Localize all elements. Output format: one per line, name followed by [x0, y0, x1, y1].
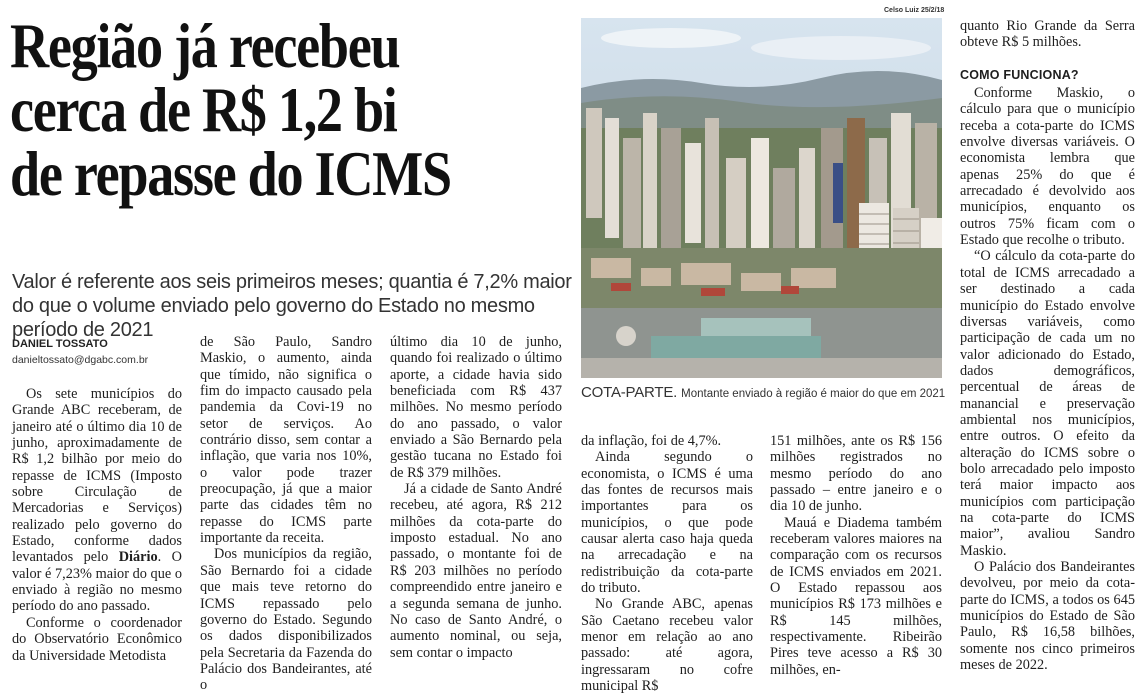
paragraph: último dia 10 de junho, quando foi realizado o último aporte, a cidade havia sido beneficiada com R$ 437 milhões. No mesmo período do ano passado, o valor enviado a São Bernardo pela gestão tucana no Estado foi de R$ 379 milhões.: [390, 334, 562, 481]
photo-caption: [581, 384, 946, 401]
newspaper-name: Diário: [118, 549, 158, 566]
byline-email: danieltossato@dgabc.com.br: [12, 354, 149, 366]
headline-line-2: cerca de R$ 1,2 bi: [10, 75, 397, 145]
article-column-2: [200, 334, 372, 694]
paragraph: Conforme o coordenador do Observatório Econômico da Universidade Metodista: [12, 614, 182, 664]
paragraph: de São Paulo, Sandro Maskio, o aumento, ainda que tímido, não significa o fim do impacto causado pela pandemia da Covi-19 no setor de serviços. Ao contrário disso, sem contar a inflação, que varia nos 10%, o valor pode trazer preocupação, já que a maior parte das cidades têm no repasse do ICMS parte importante da receita.: [200, 334, 372, 547]
article-column-5: [770, 433, 942, 678]
paragraph: Dos municípios da região, São Bernardo foi a cidade que mais teve retorno do ICMS repassado pelo governo do Estado. Segundo os dados disponibilizados pela Secretaria da Fazenda do Palácio dos Bandeirantes, até o: [200, 546, 372, 694]
paragraph: O Palácio dos Bandeirantes devolveu, por meio da cota-parte do ICMS, a todos os 645 municípios do Estado de São Paulo, R$ 16,58 bilhões, somente nos cinco primeiros meses de 2022.: [960, 559, 1135, 674]
headline-line-1: Região já recebeu: [10, 11, 400, 81]
paragraph: “O cálculo da cota-parte do total de ICMS arrecadado a ser destinado a cada município do Estado envolve diversas variáveis, como participação de cada um no valor adicionado do Estado, dados demográficos, percentual de áreas de manancial e preservação ambiental nos municípios, entre outros. O efeito da alteração do ICMS sobre o bolo arrecadado pelo imposto terá maior impacto aos municípios com participação na cota-parte do ICMS maior”, avaliou Sandro Maskio.: [960, 248, 1135, 559]
paragraph: Mauá e Diadema também receberam valores maiores na comparação com os recursos de ICMS enviados em 2021. O Estado repassou aos municípios R$ 173 milhões e R$ 145 milhões, respectivamente. Ribeirão Pires teve acesso a R$ 30 milhões, en-: [770, 514, 942, 678]
section-heading: COMO FUNCIONA?: [960, 67, 1079, 82]
paragraph: 151 milhões, ante os R$ 156 milhões registrados no mesmo período do ano passado – entre janeiro e o dia 10 de junho.: [770, 433, 942, 515]
text-run: . O valor é 7,23% maior do que o enviado à região no mesmo período do ano passado.: [12, 549, 183, 615]
paragraph: [12, 386, 182, 615]
headline-line-3: de repasse do ICMS: [10, 139, 451, 209]
skyline-illustration: [581, 18, 942, 378]
caption-tag: COTA-PARTE.: [581, 384, 678, 401]
article-column-1: [12, 386, 182, 664]
byline-author: DANIEL TOSSATO: [12, 338, 108, 350]
paragraph: quanto Rio Grande da Serra obteve R$ 5 milhões.: [960, 18, 1135, 51]
city-skyline-photo: [581, 18, 942, 378]
subheadline: Valor é referente aos seis primeiros meses; quantia é 7,2% maior do que o volume enviado pelo governo do Estado no mesmo período de 2021: [12, 271, 572, 341]
paragraph: Conforme Maskio, o cálculo para que o município receba a cota-parte do ICMS envolve diversas variáveis. O economista lembra que apenas 25% do que é arrecadado é devolvido aos municípios, enquanto os outros 75% ficam com o Estado que recolhe o tributo.: [960, 85, 1135, 249]
article-column-4: [581, 433, 753, 695]
text-run: Os sete municípios do Grande ABC receberam, de janeiro até o último dia 10 de junho, aproximadamente de R$ 1,2 bilhão por meio do repasse de ICMS (Imposto sobre Circulação de Mercadorias e Serviços) realizado pelo governo do Estado, conforme dados levantados pelo: [12, 386, 182, 566]
photo-credit: Celso Luiz 25/2/18: [884, 7, 945, 14]
article-column-3: [390, 334, 562, 661]
paragraph: da inflação, foi de 4,7%.: [581, 433, 722, 449]
caption-text: Montante enviado à região é maior do que em 2021: [681, 388, 946, 400]
headline: [10, 11, 492, 209]
article-column-6: [960, 18, 1135, 673]
paragraph: Ainda segundo o economista, o ICMS é uma das fontes de recursos mais importantes para os municípios, o que pode causar alerta caso haja queda na arrecadação e na redistribuição da cota-parte do tributo.: [581, 449, 753, 597]
paragraph: No Grande ABC, apenas São Caetano recebeu valor menor em relação ao ano passado: até agora, ingressaram no cofre municipal R$: [581, 596, 753, 695]
paragraph: Já a cidade de Santo André recebeu, até agora, R$ 212 milhões da cota-parte do imposto estadual. No ano passado, o montante foi de R$ 203 milhões no período compreendido entre janeiro e a segunda semana de junho. No caso de Santo André, o aumento nominal, ou seja, sem contar o impacto: [390, 481, 562, 661]
